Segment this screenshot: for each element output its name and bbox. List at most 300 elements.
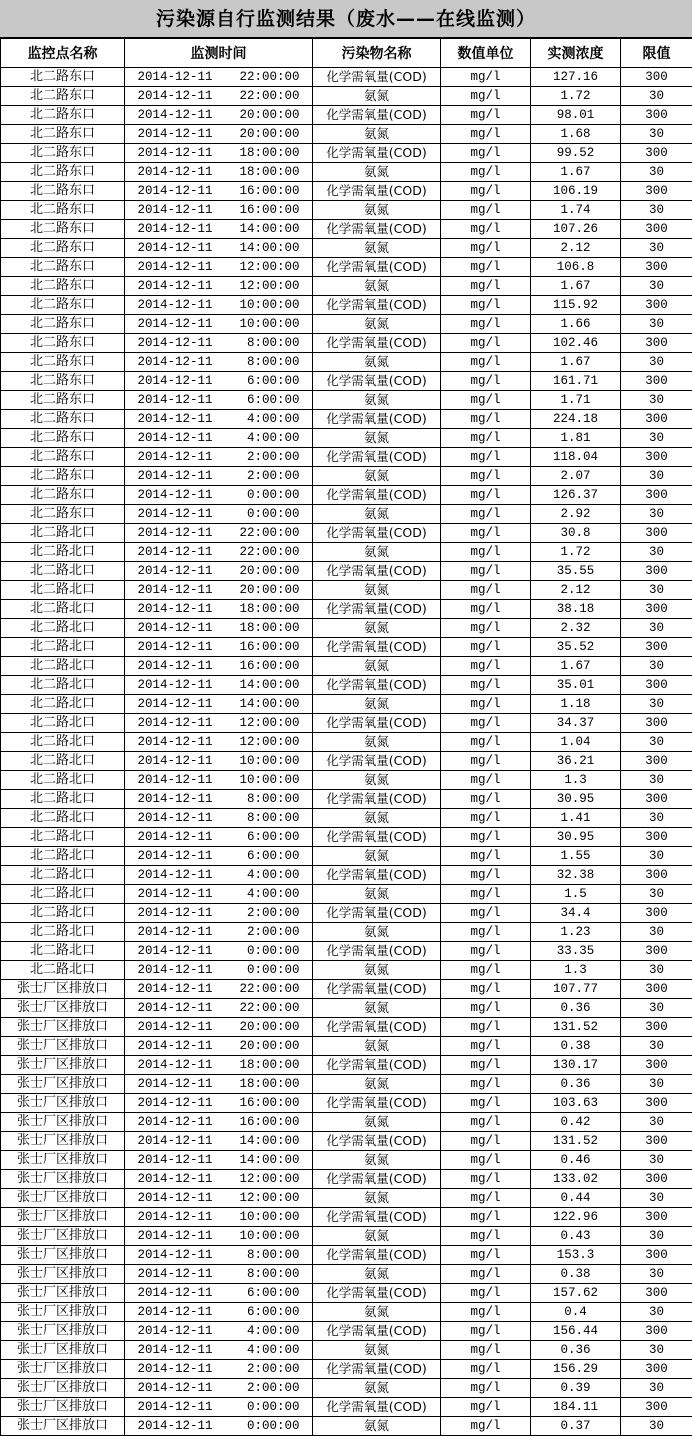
limit-cell: 300 xyxy=(621,1398,692,1417)
time-cell xyxy=(125,220,313,239)
time-cell xyxy=(125,258,313,277)
measured-value-cell: 127.16 xyxy=(531,68,621,87)
pollutant-cell: 化学需氧量(COD) xyxy=(313,220,441,239)
table-row xyxy=(1,828,692,847)
site-name-cell: 张士厂区排放口 xyxy=(1,1227,125,1246)
date-text: 2014-12-11 xyxy=(138,429,228,447)
time-cell xyxy=(125,87,313,106)
site-name-cell: 张士厂区排放口 xyxy=(1,1398,125,1417)
time-cell xyxy=(125,1341,313,1360)
site-name-cell: 北二路东口 xyxy=(1,201,125,220)
pollutant-cell: 化学需氧量(COD) xyxy=(313,182,441,201)
measured-value-cell: 1.04 xyxy=(531,733,621,752)
unit-cell: mg/l xyxy=(441,904,531,923)
table-row xyxy=(1,144,692,163)
measured-value-cell: 2.07 xyxy=(531,467,621,486)
date-text: 2014-12-11 xyxy=(138,334,228,352)
measured-value-cell: 130.17 xyxy=(531,1056,621,1075)
clock-text: 12:00:00 xyxy=(228,258,300,276)
clock-text: 10:00:00 xyxy=(228,315,300,333)
measured-value-cell: 33.35 xyxy=(531,942,621,961)
table-row xyxy=(1,543,692,562)
time-cell xyxy=(125,144,313,163)
measured-value-cell: 106.19 xyxy=(531,182,621,201)
clock-text: 18:00:00 xyxy=(228,619,300,637)
clock-text: 18:00:00 xyxy=(228,144,300,162)
table-row xyxy=(1,1246,692,1265)
measured-value-cell: 107.26 xyxy=(531,220,621,239)
date-text: 2014-12-11 xyxy=(138,467,228,485)
table-row xyxy=(1,1227,692,1246)
site-name-cell: 北二路东口 xyxy=(1,334,125,353)
measured-value-cell: 2.12 xyxy=(531,581,621,600)
site-name-cell: 北二路北口 xyxy=(1,771,125,790)
limit-cell: 30 xyxy=(621,391,692,410)
clock-text: 22:00:00 xyxy=(228,980,300,998)
table-row xyxy=(1,980,692,999)
limit-cell: 300 xyxy=(621,1170,692,1189)
site-name-cell: 北二路东口 xyxy=(1,505,125,524)
time-cell xyxy=(125,1208,313,1227)
unit-cell: mg/l xyxy=(441,1056,531,1075)
unit-cell: mg/l xyxy=(441,277,531,296)
unit-cell: mg/l xyxy=(441,1113,531,1132)
time-cell xyxy=(125,619,313,638)
site-name-cell: 北二路东口 xyxy=(1,144,125,163)
site-name-cell: 张士厂区排放口 xyxy=(1,1246,125,1265)
measured-value-cell: 1.67 xyxy=(531,163,621,182)
unit-cell: mg/l xyxy=(441,581,531,600)
table-row xyxy=(1,220,692,239)
pollutant-cell: 化学需氧量(COD) xyxy=(313,1360,441,1379)
pollutant-cell: 化学需氧量(COD) xyxy=(313,638,441,657)
unit-cell: mg/l xyxy=(441,87,531,106)
table-row xyxy=(1,1056,692,1075)
measured-value-cell: 102.46 xyxy=(531,334,621,353)
date-text: 2014-12-11 xyxy=(138,391,228,409)
clock-text: 8:00:00 xyxy=(228,809,300,827)
limit-cell: 300 xyxy=(621,448,692,467)
unit-cell: mg/l xyxy=(441,543,531,562)
time-cell xyxy=(125,296,313,315)
measured-value-cell: 161.71 xyxy=(531,372,621,391)
clock-text: 20:00:00 xyxy=(228,1018,300,1036)
unit-cell: mg/l xyxy=(441,391,531,410)
unit-cell: mg/l xyxy=(441,1189,531,1208)
site-name-cell: 北二路北口 xyxy=(1,942,125,961)
pollutant-cell: 氨氮 xyxy=(313,1341,441,1360)
time-cell xyxy=(125,866,313,885)
date-text: 2014-12-11 xyxy=(138,562,228,580)
pollutant-cell: 氨氮 xyxy=(313,543,441,562)
clock-text: 22:00:00 xyxy=(228,87,300,105)
unit-cell: mg/l xyxy=(441,1170,531,1189)
measured-value-cell: 0.4 xyxy=(531,1303,621,1322)
pollutant-cell: 氨氮 xyxy=(313,505,441,524)
date-text: 2014-12-11 xyxy=(138,353,228,371)
date-text: 2014-12-11 xyxy=(138,1265,228,1283)
measured-value-cell: 0.42 xyxy=(531,1113,621,1132)
unit-cell: mg/l xyxy=(441,315,531,334)
site-name-cell: 北二路东口 xyxy=(1,277,125,296)
table-row xyxy=(1,1151,692,1170)
table-row xyxy=(1,1379,692,1398)
table-row xyxy=(1,106,692,125)
measured-value-cell: 1.67 xyxy=(531,277,621,296)
table-row xyxy=(1,1189,692,1208)
limit-cell: 300 xyxy=(621,144,692,163)
site-name-cell: 北二路东口 xyxy=(1,258,125,277)
limit-cell: 300 xyxy=(621,106,692,125)
limit-cell: 30 xyxy=(621,201,692,220)
pollutant-cell: 氨氮 xyxy=(313,467,441,486)
limit-cell: 30 xyxy=(621,999,692,1018)
pollutant-cell: 化学需氧量(COD) xyxy=(313,1208,441,1227)
measured-value-cell: 0.36 xyxy=(531,999,621,1018)
clock-text: 0:00:00 xyxy=(228,1398,300,1416)
pollutant-cell: 化学需氧量(COD) xyxy=(313,1398,441,1417)
pollutant-cell: 化学需氧量(COD) xyxy=(313,144,441,163)
table-row xyxy=(1,277,692,296)
unit-cell: mg/l xyxy=(441,68,531,87)
unit-cell: mg/l xyxy=(441,448,531,467)
clock-text: 18:00:00 xyxy=(228,1056,300,1074)
time-cell xyxy=(125,657,313,676)
pollutant-cell: 氨氮 xyxy=(313,695,441,714)
pollutant-cell: 化学需氧量(COD) xyxy=(313,448,441,467)
date-text: 2014-12-11 xyxy=(138,866,228,884)
time-cell xyxy=(125,714,313,733)
clock-text: 16:00:00 xyxy=(228,1094,300,1112)
date-text: 2014-12-11 xyxy=(138,505,228,523)
date-text: 2014-12-11 xyxy=(138,581,228,599)
unit-cell: mg/l xyxy=(441,1018,531,1037)
unit-cell: mg/l xyxy=(441,809,531,828)
time-cell xyxy=(125,1265,313,1284)
pollutant-cell: 化学需氧量(COD) xyxy=(313,562,441,581)
measured-value-cell: 1.67 xyxy=(531,353,621,372)
date-text: 2014-12-11 xyxy=(138,201,228,219)
time-cell xyxy=(125,1132,313,1151)
unit-cell: mg/l xyxy=(441,182,531,201)
site-name-cell: 北二路东口 xyxy=(1,448,125,467)
date-text: 2014-12-11 xyxy=(138,315,228,333)
pollutant-cell: 化学需氧量(COD) xyxy=(313,980,441,999)
clock-text: 16:00:00 xyxy=(228,657,300,675)
limit-cell: 300 xyxy=(621,1246,692,1265)
clock-text: 10:00:00 xyxy=(228,1208,300,1226)
pollutant-cell: 化学需氧量(COD) xyxy=(313,1056,441,1075)
table-row xyxy=(1,486,692,505)
table-row xyxy=(1,847,692,866)
time-cell xyxy=(125,372,313,391)
limit-cell: 300 xyxy=(621,828,692,847)
date-text: 2014-12-11 xyxy=(138,600,228,618)
date-text: 2014-12-11 xyxy=(138,1379,228,1397)
date-text: 2014-12-11 xyxy=(138,1018,228,1036)
site-name-cell: 北二路北口 xyxy=(1,828,125,847)
time-cell xyxy=(125,163,313,182)
date-text: 2014-12-11 xyxy=(138,239,228,257)
unit-cell: mg/l xyxy=(441,961,531,980)
site-name-cell: 北二路东口 xyxy=(1,429,125,448)
clock-text: 0:00:00 xyxy=(228,1417,300,1435)
date-text: 2014-12-11 xyxy=(138,144,228,162)
measured-value-cell: 35.52 xyxy=(531,638,621,657)
limit-cell: 30 xyxy=(621,239,692,258)
clock-text: 20:00:00 xyxy=(228,1037,300,1055)
unit-cell: mg/l xyxy=(441,1398,531,1417)
measured-value-cell: 0.38 xyxy=(531,1265,621,1284)
clock-text: 8:00:00 xyxy=(228,790,300,808)
limit-cell: 300 xyxy=(621,676,692,695)
site-name-cell: 张士厂区排放口 xyxy=(1,1284,125,1303)
date-text: 2014-12-11 xyxy=(138,296,228,314)
time-cell xyxy=(125,1398,313,1417)
table-row xyxy=(1,942,692,961)
time-cell xyxy=(125,752,313,771)
table-row xyxy=(1,961,692,980)
unit-cell: mg/l xyxy=(441,1379,531,1398)
pollutant-cell: 氨氮 xyxy=(313,239,441,258)
time-cell xyxy=(125,410,313,429)
table-row xyxy=(1,239,692,258)
table-row xyxy=(1,619,692,638)
measured-value-cell: 0.43 xyxy=(531,1227,621,1246)
time-cell xyxy=(125,467,313,486)
site-name-cell: 北二路北口 xyxy=(1,847,125,866)
measured-value-cell: 35.01 xyxy=(531,676,621,695)
clock-text: 10:00:00 xyxy=(228,1227,300,1245)
unit-cell: mg/l xyxy=(441,1037,531,1056)
date-text: 2014-12-11 xyxy=(138,87,228,105)
unit-cell: mg/l xyxy=(441,201,531,220)
limit-cell: 300 xyxy=(621,258,692,277)
clock-text: 4:00:00 xyxy=(228,429,300,447)
measured-value-cell: 1.23 xyxy=(531,923,621,942)
table-row xyxy=(1,999,692,1018)
limit-cell: 300 xyxy=(621,182,692,201)
measured-value-cell: 1.5 xyxy=(531,885,621,904)
unit-cell: mg/l xyxy=(441,828,531,847)
date-text: 2014-12-11 xyxy=(138,1189,228,1207)
unit-cell: mg/l xyxy=(441,125,531,144)
site-name-cell: 北二路北口 xyxy=(1,676,125,695)
limit-cell: 300 xyxy=(621,1208,692,1227)
measured-value-cell: 34.4 xyxy=(531,904,621,923)
table-row xyxy=(1,1170,692,1189)
unit-cell: mg/l xyxy=(441,258,531,277)
table-row xyxy=(1,695,692,714)
measured-value-cell: 30.95 xyxy=(531,790,621,809)
date-text: 2014-12-11 xyxy=(138,1417,228,1435)
limit-cell: 300 xyxy=(621,1284,692,1303)
table-row xyxy=(1,904,692,923)
pollutant-cell: 氨氮 xyxy=(313,999,441,1018)
measured-value-cell: 1.67 xyxy=(531,657,621,676)
clock-text: 18:00:00 xyxy=(228,163,300,181)
limit-cell: 30 xyxy=(621,543,692,562)
time-cell xyxy=(125,1113,313,1132)
date-text: 2014-12-11 xyxy=(138,68,228,86)
measured-value-cell: 107.77 xyxy=(531,980,621,999)
pollutant-cell: 氨氮 xyxy=(313,619,441,638)
clock-text: 6:00:00 xyxy=(228,372,300,390)
limit-cell: 30 xyxy=(621,619,692,638)
unit-cell: mg/l xyxy=(441,771,531,790)
measured-value-cell: 184.11 xyxy=(531,1398,621,1417)
unit-cell: mg/l xyxy=(441,429,531,448)
limit-cell: 300 xyxy=(621,752,692,771)
measured-value-cell: 1.71 xyxy=(531,391,621,410)
date-text: 2014-12-11 xyxy=(138,904,228,922)
clock-text: 0:00:00 xyxy=(228,942,300,960)
time-cell xyxy=(125,847,313,866)
pollutant-cell: 化学需氧量(COD) xyxy=(313,486,441,505)
table-header-row xyxy=(1,39,692,68)
time-cell xyxy=(125,562,313,581)
site-name-cell: 张士厂区排放口 xyxy=(1,1151,125,1170)
col-header-site: 监控点名称 xyxy=(1,39,125,68)
measured-value-cell: 98.01 xyxy=(531,106,621,125)
table-row xyxy=(1,676,692,695)
site-name-cell: 北二路东口 xyxy=(1,182,125,201)
col-header-pollutant: 污染物名称 xyxy=(313,39,441,68)
unit-cell: mg/l xyxy=(441,638,531,657)
pollutant-cell: 化学需氧量(COD) xyxy=(313,600,441,619)
date-text: 2014-12-11 xyxy=(138,1227,228,1245)
limit-cell: 300 xyxy=(621,790,692,809)
table-row xyxy=(1,638,692,657)
time-cell xyxy=(125,999,313,1018)
table-row xyxy=(1,1132,692,1151)
table-row xyxy=(1,1208,692,1227)
measured-value-cell: 1.72 xyxy=(531,87,621,106)
measured-value-cell: 99.52 xyxy=(531,144,621,163)
unit-cell: mg/l xyxy=(441,296,531,315)
unit-cell: mg/l xyxy=(441,847,531,866)
unit-cell: mg/l xyxy=(441,1246,531,1265)
time-cell xyxy=(125,1037,313,1056)
table-row xyxy=(1,87,692,106)
table-row xyxy=(1,448,692,467)
table-row xyxy=(1,1018,692,1037)
limit-cell: 30 xyxy=(621,505,692,524)
table-row xyxy=(1,581,692,600)
site-name-cell: 张士厂区排放口 xyxy=(1,1113,125,1132)
time-cell xyxy=(125,1075,313,1094)
table-row xyxy=(1,657,692,676)
clock-text: 6:00:00 xyxy=(228,847,300,865)
measured-value-cell: 118.04 xyxy=(531,448,621,467)
measured-value-cell: 1.3 xyxy=(531,961,621,980)
clock-text: 16:00:00 xyxy=(228,182,300,200)
date-text: 2014-12-11 xyxy=(138,372,228,390)
pollutant-cell: 化学需氧量(COD) xyxy=(313,676,441,695)
limit-cell: 300 xyxy=(621,980,692,999)
limit-cell: 30 xyxy=(621,581,692,600)
limit-cell: 30 xyxy=(621,885,692,904)
site-name-cell: 北二路东口 xyxy=(1,87,125,106)
limit-cell: 30 xyxy=(621,923,692,942)
measured-value-cell: 1.66 xyxy=(531,315,621,334)
site-name-cell: 张士厂区排放口 xyxy=(1,1170,125,1189)
pollutant-cell: 化学需氧量(COD) xyxy=(313,524,441,543)
measured-value-cell: 30.95 xyxy=(531,828,621,847)
limit-cell: 300 xyxy=(621,1056,692,1075)
limit-cell: 30 xyxy=(621,87,692,106)
clock-text: 2:00:00 xyxy=(228,904,300,922)
limit-cell: 300 xyxy=(621,220,692,239)
unit-cell: mg/l xyxy=(441,1094,531,1113)
clock-text: 8:00:00 xyxy=(228,1246,300,1264)
site-name-cell: 张士厂区排放口 xyxy=(1,1379,125,1398)
time-cell xyxy=(125,600,313,619)
table-row xyxy=(1,68,692,87)
time-cell xyxy=(125,505,313,524)
limit-cell: 30 xyxy=(621,1189,692,1208)
report-title: 污染源自行监测结果（废水——在线监测） xyxy=(0,0,692,38)
pollutant-cell: 氨氮 xyxy=(313,581,441,600)
limit-cell: 30 xyxy=(621,771,692,790)
pollutant-cell: 化学需氧量(COD) xyxy=(313,258,441,277)
table-row xyxy=(1,1075,692,1094)
table-row xyxy=(1,885,692,904)
clock-text: 14:00:00 xyxy=(228,1132,300,1150)
unit-cell: mg/l xyxy=(441,524,531,543)
pollutant-cell: 氨氮 xyxy=(313,1265,441,1284)
site-name-cell: 张士厂区排放口 xyxy=(1,1018,125,1037)
date-text: 2014-12-11 xyxy=(138,1094,228,1112)
limit-cell: 300 xyxy=(621,334,692,353)
table-row xyxy=(1,733,692,752)
date-text: 2014-12-11 xyxy=(138,885,228,903)
limit-cell: 30 xyxy=(621,1037,692,1056)
clock-text: 22:00:00 xyxy=(228,543,300,561)
measured-value-cell: 153.3 xyxy=(531,1246,621,1265)
limit-cell: 300 xyxy=(621,1094,692,1113)
unit-cell: mg/l xyxy=(441,733,531,752)
time-cell xyxy=(125,676,313,695)
table-row xyxy=(1,296,692,315)
pollutant-cell: 氨氮 xyxy=(313,733,441,752)
table-row xyxy=(1,467,692,486)
col-header-time: 监测时间 xyxy=(125,39,313,68)
unit-cell: mg/l xyxy=(441,714,531,733)
site-name-cell: 北二路北口 xyxy=(1,809,125,828)
date-text: 2014-12-11 xyxy=(138,1208,228,1226)
date-text: 2014-12-11 xyxy=(138,999,228,1017)
pollutant-cell: 化学需氧量(COD) xyxy=(313,1322,441,1341)
date-text: 2014-12-11 xyxy=(138,790,228,808)
unit-cell: mg/l xyxy=(441,334,531,353)
measured-value-cell: 30.8 xyxy=(531,524,621,543)
pollutant-cell: 化学需氧量(COD) xyxy=(313,296,441,315)
date-text: 2014-12-11 xyxy=(138,277,228,295)
measured-value-cell: 35.55 xyxy=(531,562,621,581)
pollutant-cell: 化学需氧量(COD) xyxy=(313,904,441,923)
unit-cell: mg/l xyxy=(441,695,531,714)
limit-cell: 30 xyxy=(621,315,692,334)
time-cell xyxy=(125,448,313,467)
clock-text: 12:00:00 xyxy=(228,733,300,751)
unit-cell: mg/l xyxy=(441,410,531,429)
unit-cell: mg/l xyxy=(441,1417,531,1436)
measured-value-cell: 103.63 xyxy=(531,1094,621,1113)
clock-text: 4:00:00 xyxy=(228,866,300,884)
pollutant-cell: 氨氮 xyxy=(313,391,441,410)
table-row xyxy=(1,410,692,429)
